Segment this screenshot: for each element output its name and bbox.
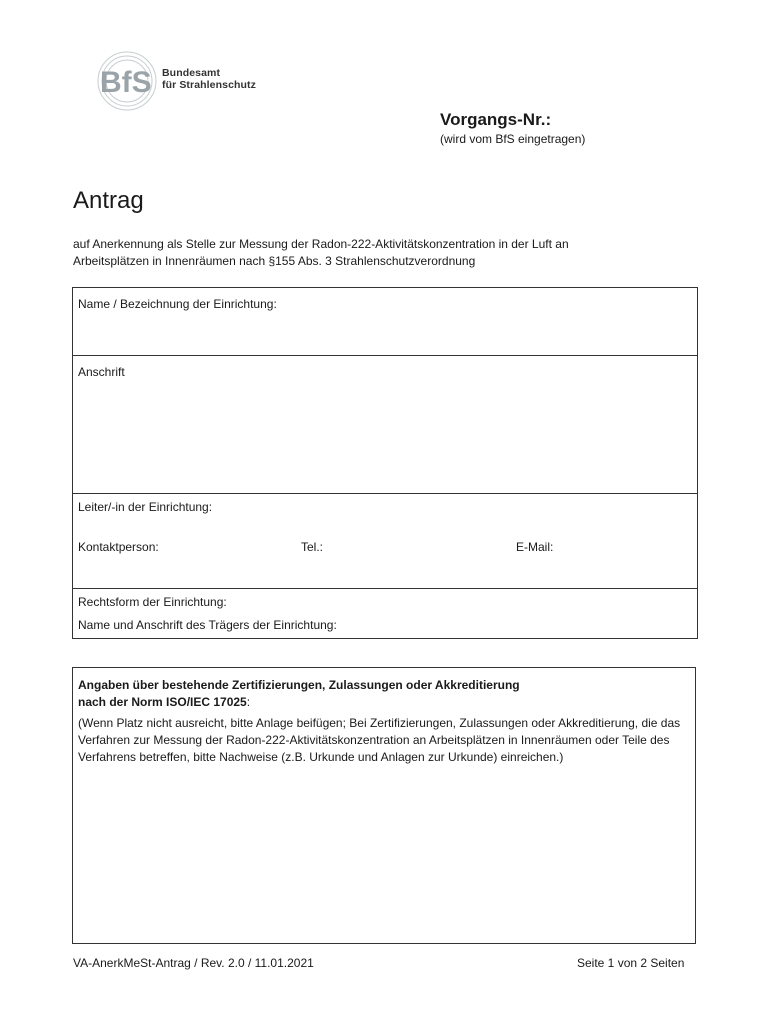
- bfs-logo-mark-icon: [96, 50, 158, 112]
- tel-label: Tel.:: [301, 540, 324, 554]
- logo-line-2: für Strahlenschutz: [162, 79, 256, 91]
- footer-revision: VA-AnerkMeSt-Antrag / Rev. 2.0 / 11.01.2021: [73, 956, 314, 970]
- leiter-label: Leiter/-in der Einrichtung:: [78, 500, 213, 514]
- subtitle-line-1: auf Anerkennung als Stelle zur Messung der Radon-222-Aktivitätskonzentration in der Luft an: [73, 237, 569, 251]
- legal-form-label: Rechtsform der Einrichtung:: [78, 595, 227, 609]
- name-field[interactable]: [73, 288, 697, 355]
- certifications-heading-line-2: nach der Norm ISO/IEC 17025: [78, 695, 247, 709]
- vorgang-note: (wird vom BfS eingetragen): [440, 132, 586, 146]
- certifications-heading-colon: :: [246, 695, 251, 709]
- certifications-note: (Wenn Platz nicht ausreicht, bitte Anlage beifügen; Bei Zertifizierungen, Zulassungen oder Akkreditierung, die das Verfahren zur Messung der Radon-222-Aktivitätskonzentration an Arbeitsplätzen in Innenräumen oder Teile des Verfahrens betreffen, bitte Nachweise (z.B. Urkunde und Anlagen zur Urkunde) einreichen.): [78, 716, 681, 764]
- contact-section[interactable]: [73, 493, 697, 588]
- page-subtitle: [73, 236, 673, 270]
- address-field[interactable]: [73, 355, 697, 493]
- subtitle-line-2: Arbeitsplätzen in Innenräumen nach §155 Abs. 3 Strahlenschutzverordnung: [73, 254, 476, 268]
- contact-person-label: Kontaktperson:: [78, 540, 159, 554]
- address-label: Anschrift: [78, 365, 125, 379]
- vorgang-label: Vorgangs-Nr.:: [440, 110, 552, 129]
- logo-line-1: Bundesamt: [162, 67, 221, 79]
- bfs-logo: [96, 50, 266, 110]
- footer-page-number: Seite 1 von 2 Seiten: [577, 956, 685, 970]
- certifications-heading-line-1: Angaben über bestehende Zertifizierungen, Zulassungen oder Akkreditierung: [78, 678, 520, 692]
- certifications-heading: [78, 677, 520, 711]
- applicant-form: [72, 287, 698, 639]
- legal-section[interactable]: [73, 588, 697, 638]
- certifications-box[interactable]: [72, 667, 696, 944]
- email-label: E-Mail:: [516, 540, 554, 554]
- page-title: Antrag: [73, 187, 144, 214]
- logo-mark-text: BfS: [100, 66, 152, 99]
- name-label: Name / Bezeichnung der Einrichtung:: [78, 297, 277, 311]
- logo-text: [162, 67, 256, 91]
- carrier-label: Name und Anschrift des Trägers der Einrichtung:: [78, 618, 337, 632]
